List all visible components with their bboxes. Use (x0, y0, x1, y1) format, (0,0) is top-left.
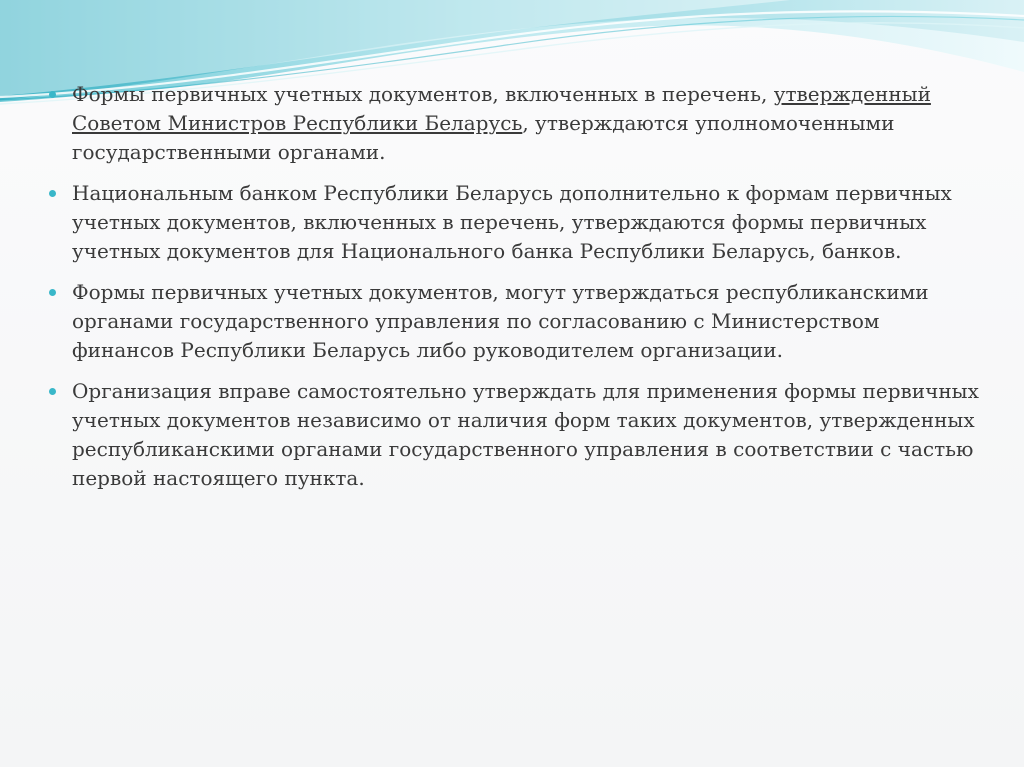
bullet-item-2-text: Национальным банком Республики Беларусь дополнительно к формам первичных учетных документов, включенных в перечень, утверждаются формы первичных учетных документов для Национального банка Республики Беларусь, банков. (72, 181, 952, 263)
bullet-dot-icon (49, 388, 56, 395)
content-area (44, 80, 984, 505)
bullet-item-3-text: Формы первичных учетных документов, могут утверждаться республиканскими органами государственного управления по согласованию с Министерством финансов Республики Беларусь либо руководителем организации. (72, 280, 929, 362)
bullet-item-2 (44, 179, 984, 266)
bullet-dot-icon (49, 91, 56, 98)
bullet-dot-icon (49, 289, 56, 296)
bullet-dot-icon (49, 190, 56, 197)
bullet-item-1-text-start: Формы первичных учетных документов, включенных в перечень, (72, 82, 774, 106)
bullet-item-3 (44, 278, 984, 365)
bullet-item-1-underlined-phrase: утвержденный Советом Министров Республики Беларусь (72, 82, 931, 135)
bullet-list (44, 80, 984, 493)
bullet-item-1 (44, 80, 984, 167)
bullet-item-1-text-end: , утверждаются уполномоченными государственными органами. (72, 111, 895, 164)
bullet-item-4 (44, 377, 984, 493)
bullet-item-4-text: Организация вправе самостоятельно утверждать для применения формы первичных учетных документов независимо от наличия форм таких документов, утвержденных республиканскими органами государственного управления в соответствии с частью первой настоящего пункта. (72, 379, 979, 490)
